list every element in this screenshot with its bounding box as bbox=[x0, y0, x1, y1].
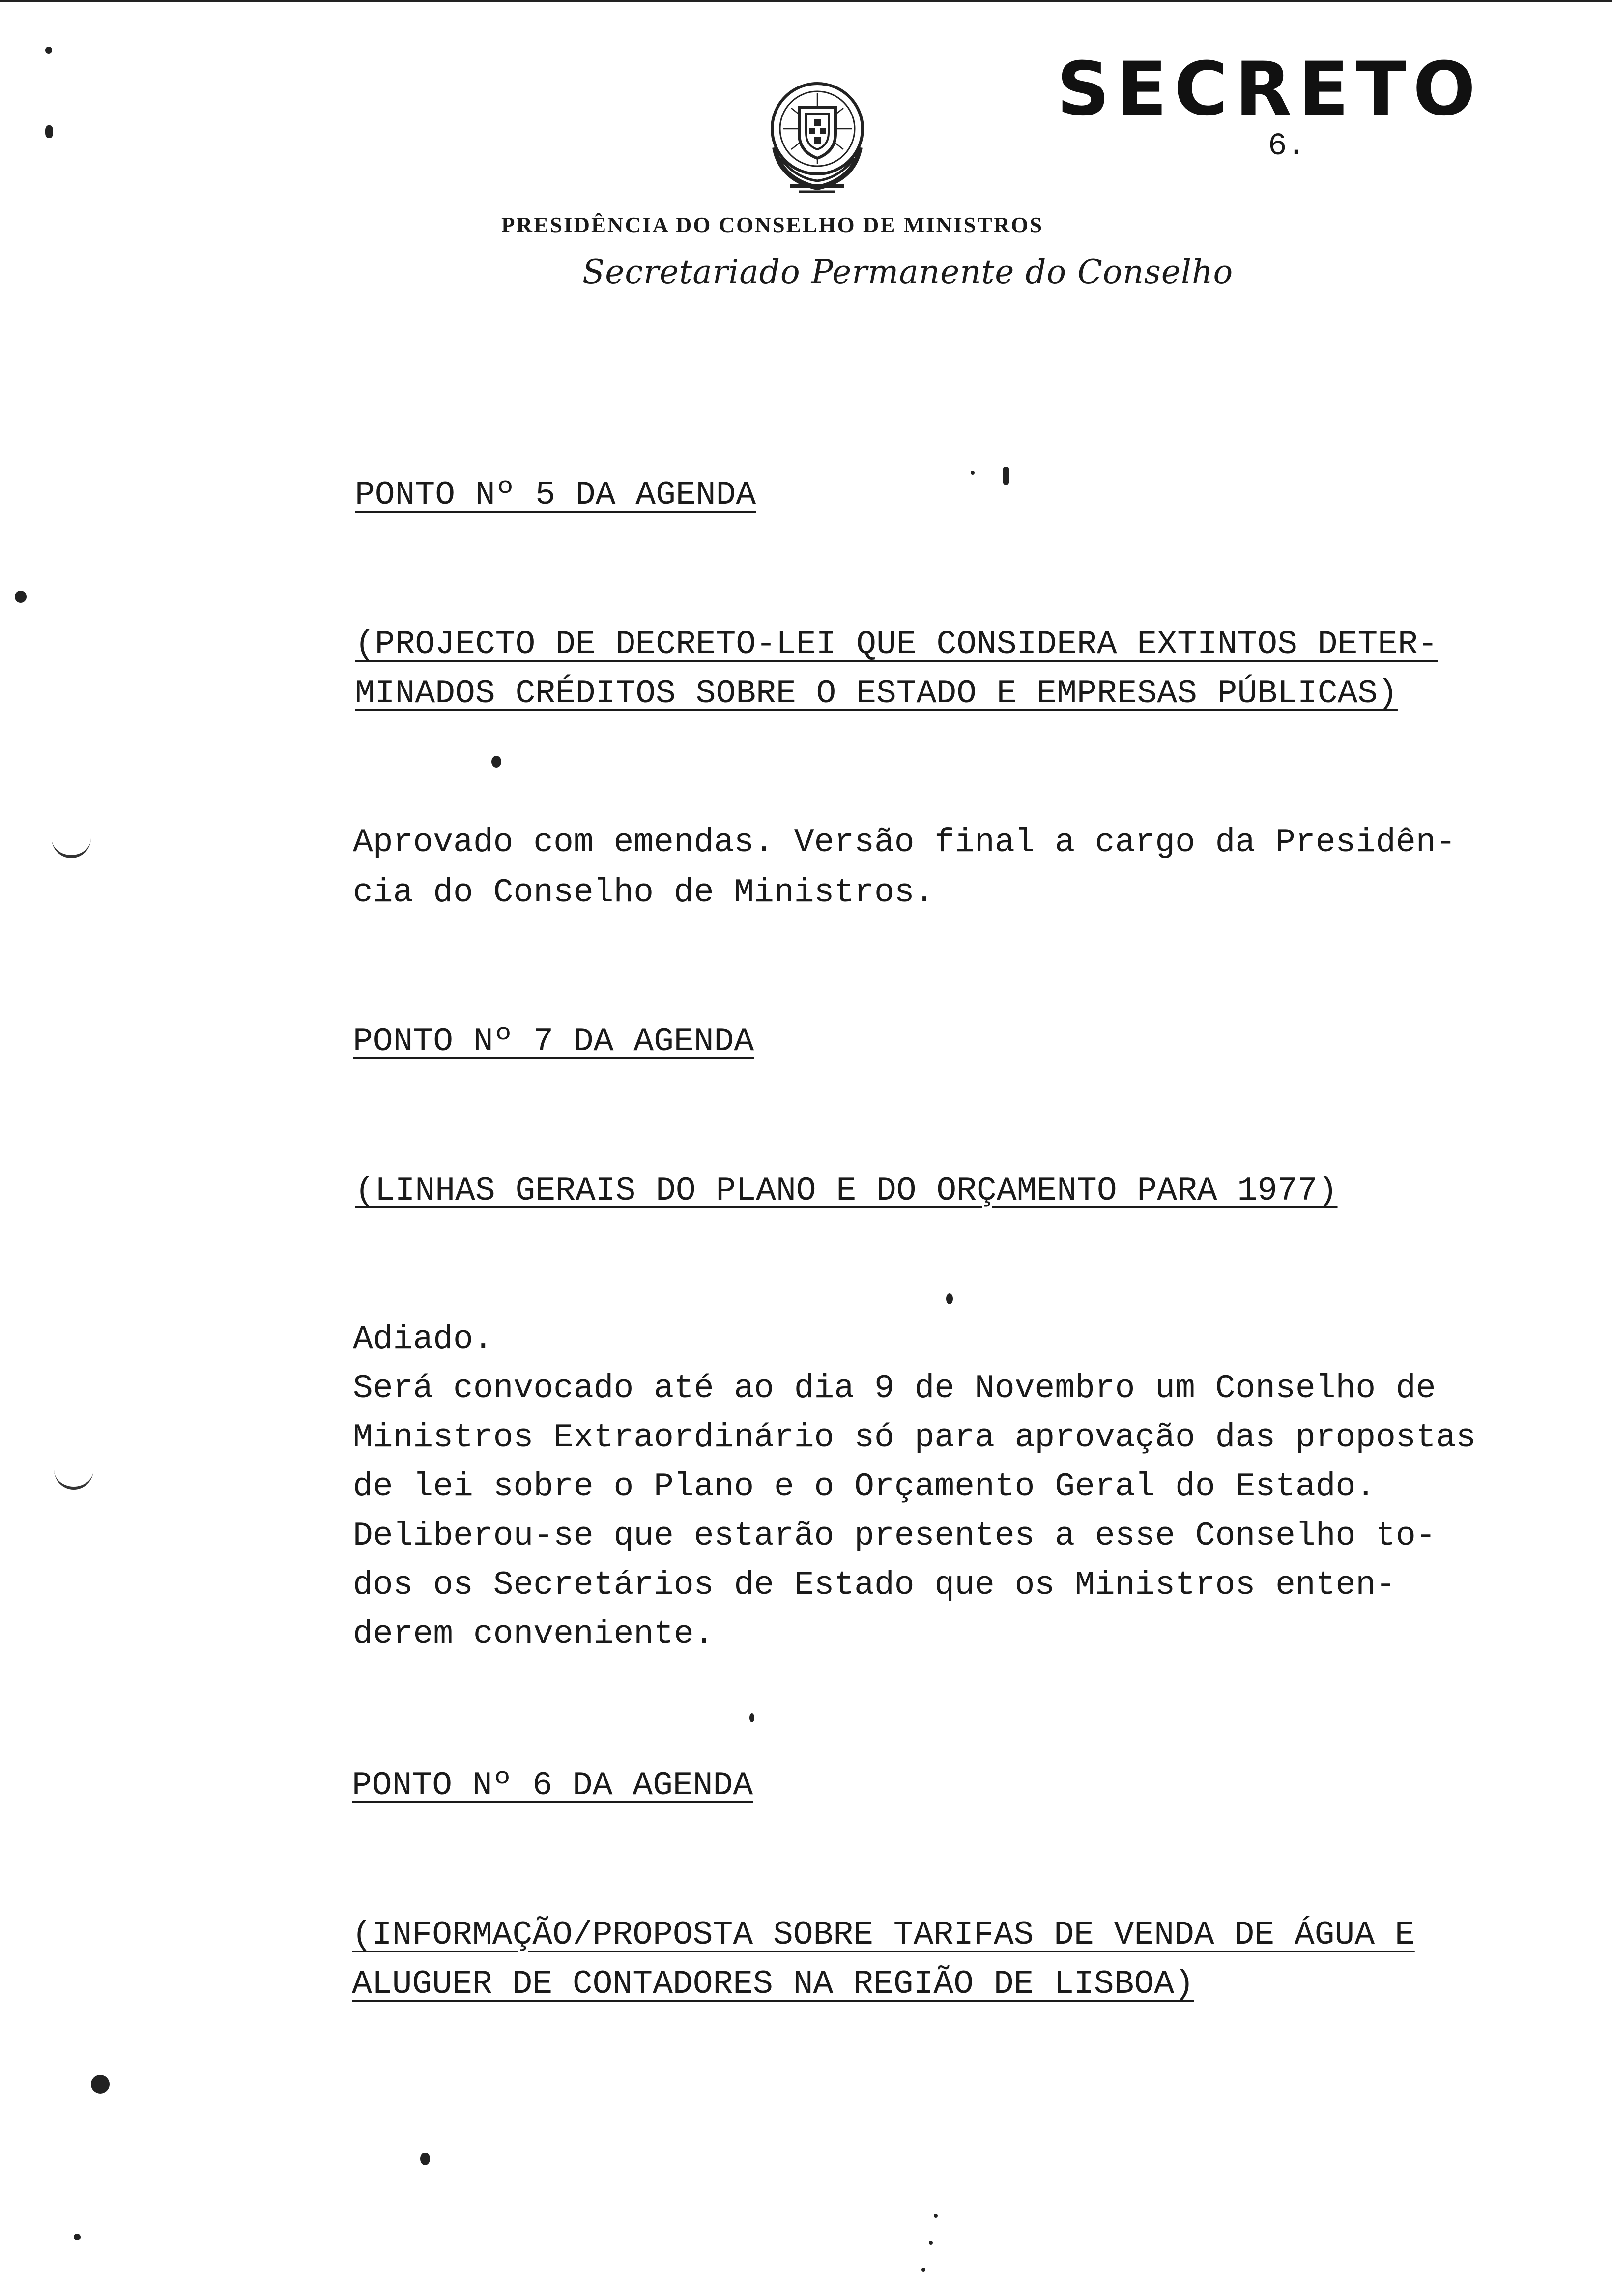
agenda-item-body-line: de lei sobre o Plano e o Orçamento Geral do Estado. bbox=[353, 1468, 1376, 1506]
scan-speck bbox=[45, 47, 52, 54]
agenda-item-body-line: Deliberou-se que estarão presentes a esse Conselho to- bbox=[353, 1517, 1436, 1555]
scan-speck bbox=[45, 125, 53, 138]
agenda-item-heading: PONTO Nº 6 DA AGENDA bbox=[352, 1767, 753, 1805]
agenda-item-heading: PONTO Nº 7 DA AGENDA bbox=[353, 1023, 754, 1061]
agenda-item-subject-line: (LINHAS GERAIS DO PLANO E DO ORÇAMENTO PARA 1977) bbox=[355, 1172, 1338, 1210]
scan-speck bbox=[929, 2241, 933, 2245]
agenda-item-body-line: cia do Conselho de Ministros. bbox=[353, 874, 935, 912]
scan-speck bbox=[921, 2268, 925, 2272]
scan-speck bbox=[15, 591, 27, 603]
scan-mark bbox=[52, 835, 91, 858]
agenda-item-body-line: derem conveniente. bbox=[353, 1615, 714, 1653]
page-number: 6. bbox=[1268, 129, 1306, 164]
agenda-item-body-line: Aprovado com emendas. Versão final a cargo da Presidên- bbox=[353, 824, 1456, 861]
institution-name: PRESIDÊNCIA DO CONSELHO DE MINISTROS bbox=[501, 213, 1044, 237]
scan-speck bbox=[971, 471, 975, 475]
scan-speck bbox=[1003, 467, 1009, 485]
agenda-item-body-line: dos os Secretários de Estado que os Ministros enten- bbox=[353, 1566, 1396, 1604]
agenda-item-subject-line: (INFORMAÇÃO/PROPOSTA SOBRE TARIFAS DE VENDA DE ÁGUA E bbox=[352, 1916, 1415, 1954]
agenda-item-heading: PONTO Nº 5 DA AGENDA bbox=[355, 476, 756, 514]
classification-stamp: SECRETO bbox=[1057, 47, 1483, 132]
page-top-edge bbox=[0, 0, 1612, 2]
agenda-item-subject-line: MINADOS CRÉDITOS SOBRE O ESTADO E EMPRESAS PÚBLICAS) bbox=[355, 675, 1398, 713]
agenda-item-subject-line: (PROJECTO DE DECRETO-LEI QUE CONSIDERA EXTINTOS DETER- bbox=[355, 626, 1438, 663]
agenda-item-body-line: Ministros Extraordinário só para aprovação das propostas bbox=[353, 1419, 1476, 1457]
agenda-item-body-line: Adiado. bbox=[353, 1320, 493, 1358]
scan-mark bbox=[54, 1467, 93, 1490]
department-name: Secretariado Permanente do Conselho bbox=[582, 253, 1234, 291]
scan-speck bbox=[934, 2214, 938, 2218]
scan-speck bbox=[491, 756, 501, 768]
agenda-item-subject-line: ALUGUER DE CONTADORES NA REGIÃO DE LISBOA) bbox=[352, 1965, 1194, 2003]
scan-speck bbox=[946, 1293, 953, 1304]
agenda-item-body-line: Será convocado até ao dia 9 de Novembro um Conselho de bbox=[353, 1370, 1436, 1407]
coat-of-arms-icon bbox=[761, 74, 874, 197]
scan-speck bbox=[91, 2075, 110, 2094]
scan-speck bbox=[749, 1713, 754, 1722]
scan-speck bbox=[74, 2234, 81, 2240]
scan-speck bbox=[420, 2152, 430, 2165]
